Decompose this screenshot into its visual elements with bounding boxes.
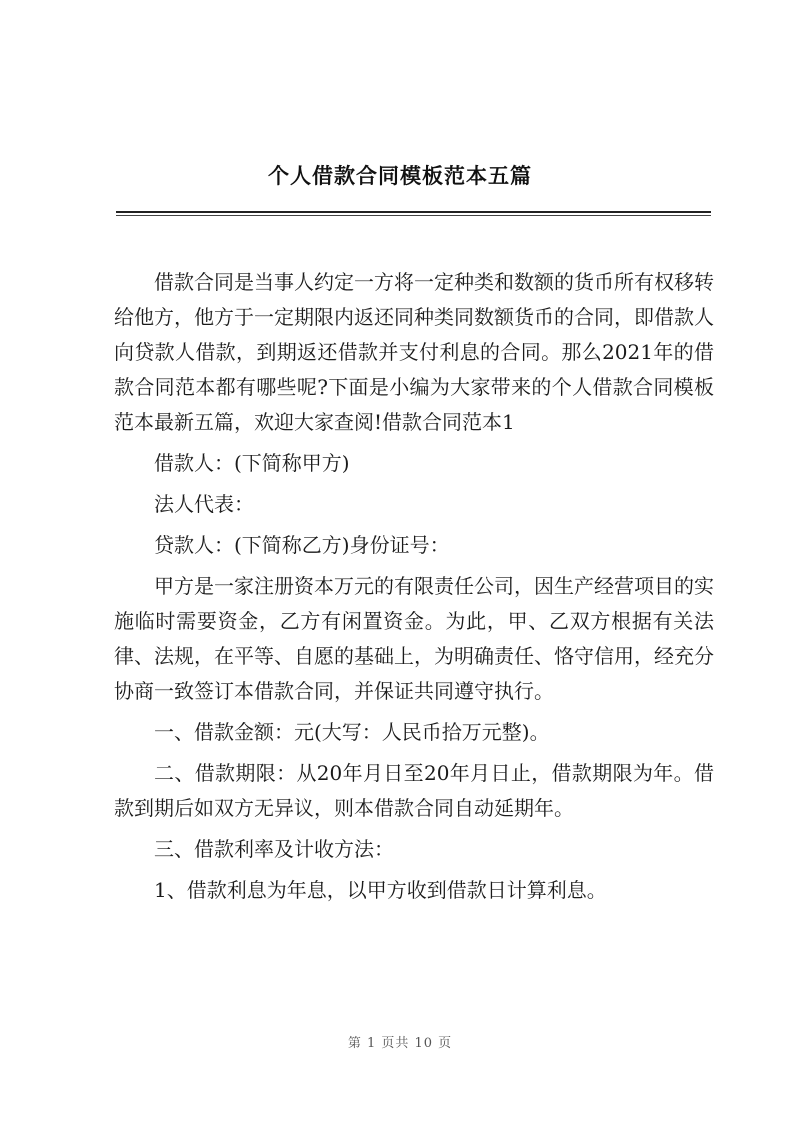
paragraph-lender: 贷款人：(下简称乙方)身份证号： — [154, 533, 450, 557]
paragraph-term: 二、借款期限：从20年月日至20年月日止，借款期限为年。借款到期后如双方无异议，则本借款合同自动延期年。 — [114, 761, 714, 820]
paragraph-borrower: 借款人：(下简称甲方) — [154, 451, 350, 475]
document-body — [114, 265, 714, 908]
title-underline-thin — [116, 215, 711, 216]
paragraph-interest-heading: 三、借款利率及计收方法： — [154, 837, 394, 861]
paragraph-intro: 借款合同是当事人约定一方将一定种类和数额的货币所有权移转给他方，他方于一定期限内返还同种类同数额货币的合同，即借款人向贷款人借款，到期返还借款并支付利息的合同。那么2021年的借款合同范本都有哪些呢?下面是小编为大家带来的个人借款合同模板范本最新五篇，欢迎大家查阅!借款合同范本1 — [114, 270, 714, 434]
paragraph-interest-item-1: 1、借款利息为年息，以甲方收到借款日计算利息。 — [154, 878, 607, 902]
paragraph-amount: 一、借款金额：元(大写：人民币拾万元整)。 — [154, 720, 550, 744]
page-footer: 第 1 页共 10 页 — [347, 1036, 453, 1051]
title-underline — [116, 211, 711, 213]
paragraph-legal-rep: 法人代表： — [154, 492, 254, 516]
paragraph-background: 甲方是一家注册资本万元的有限责任公司，因生产经营项目的实施临时需要资金，乙方有闲置资金。为此，甲、乙双方根据有关法律、法规，在平等、自愿的基础上，为明确责任、恪守信用，经充分协商一致签订本借款合同，并保证共同遵守执行。 — [114, 574, 714, 703]
document-title: 个人借款合同模板范本五篇 — [268, 164, 532, 188]
